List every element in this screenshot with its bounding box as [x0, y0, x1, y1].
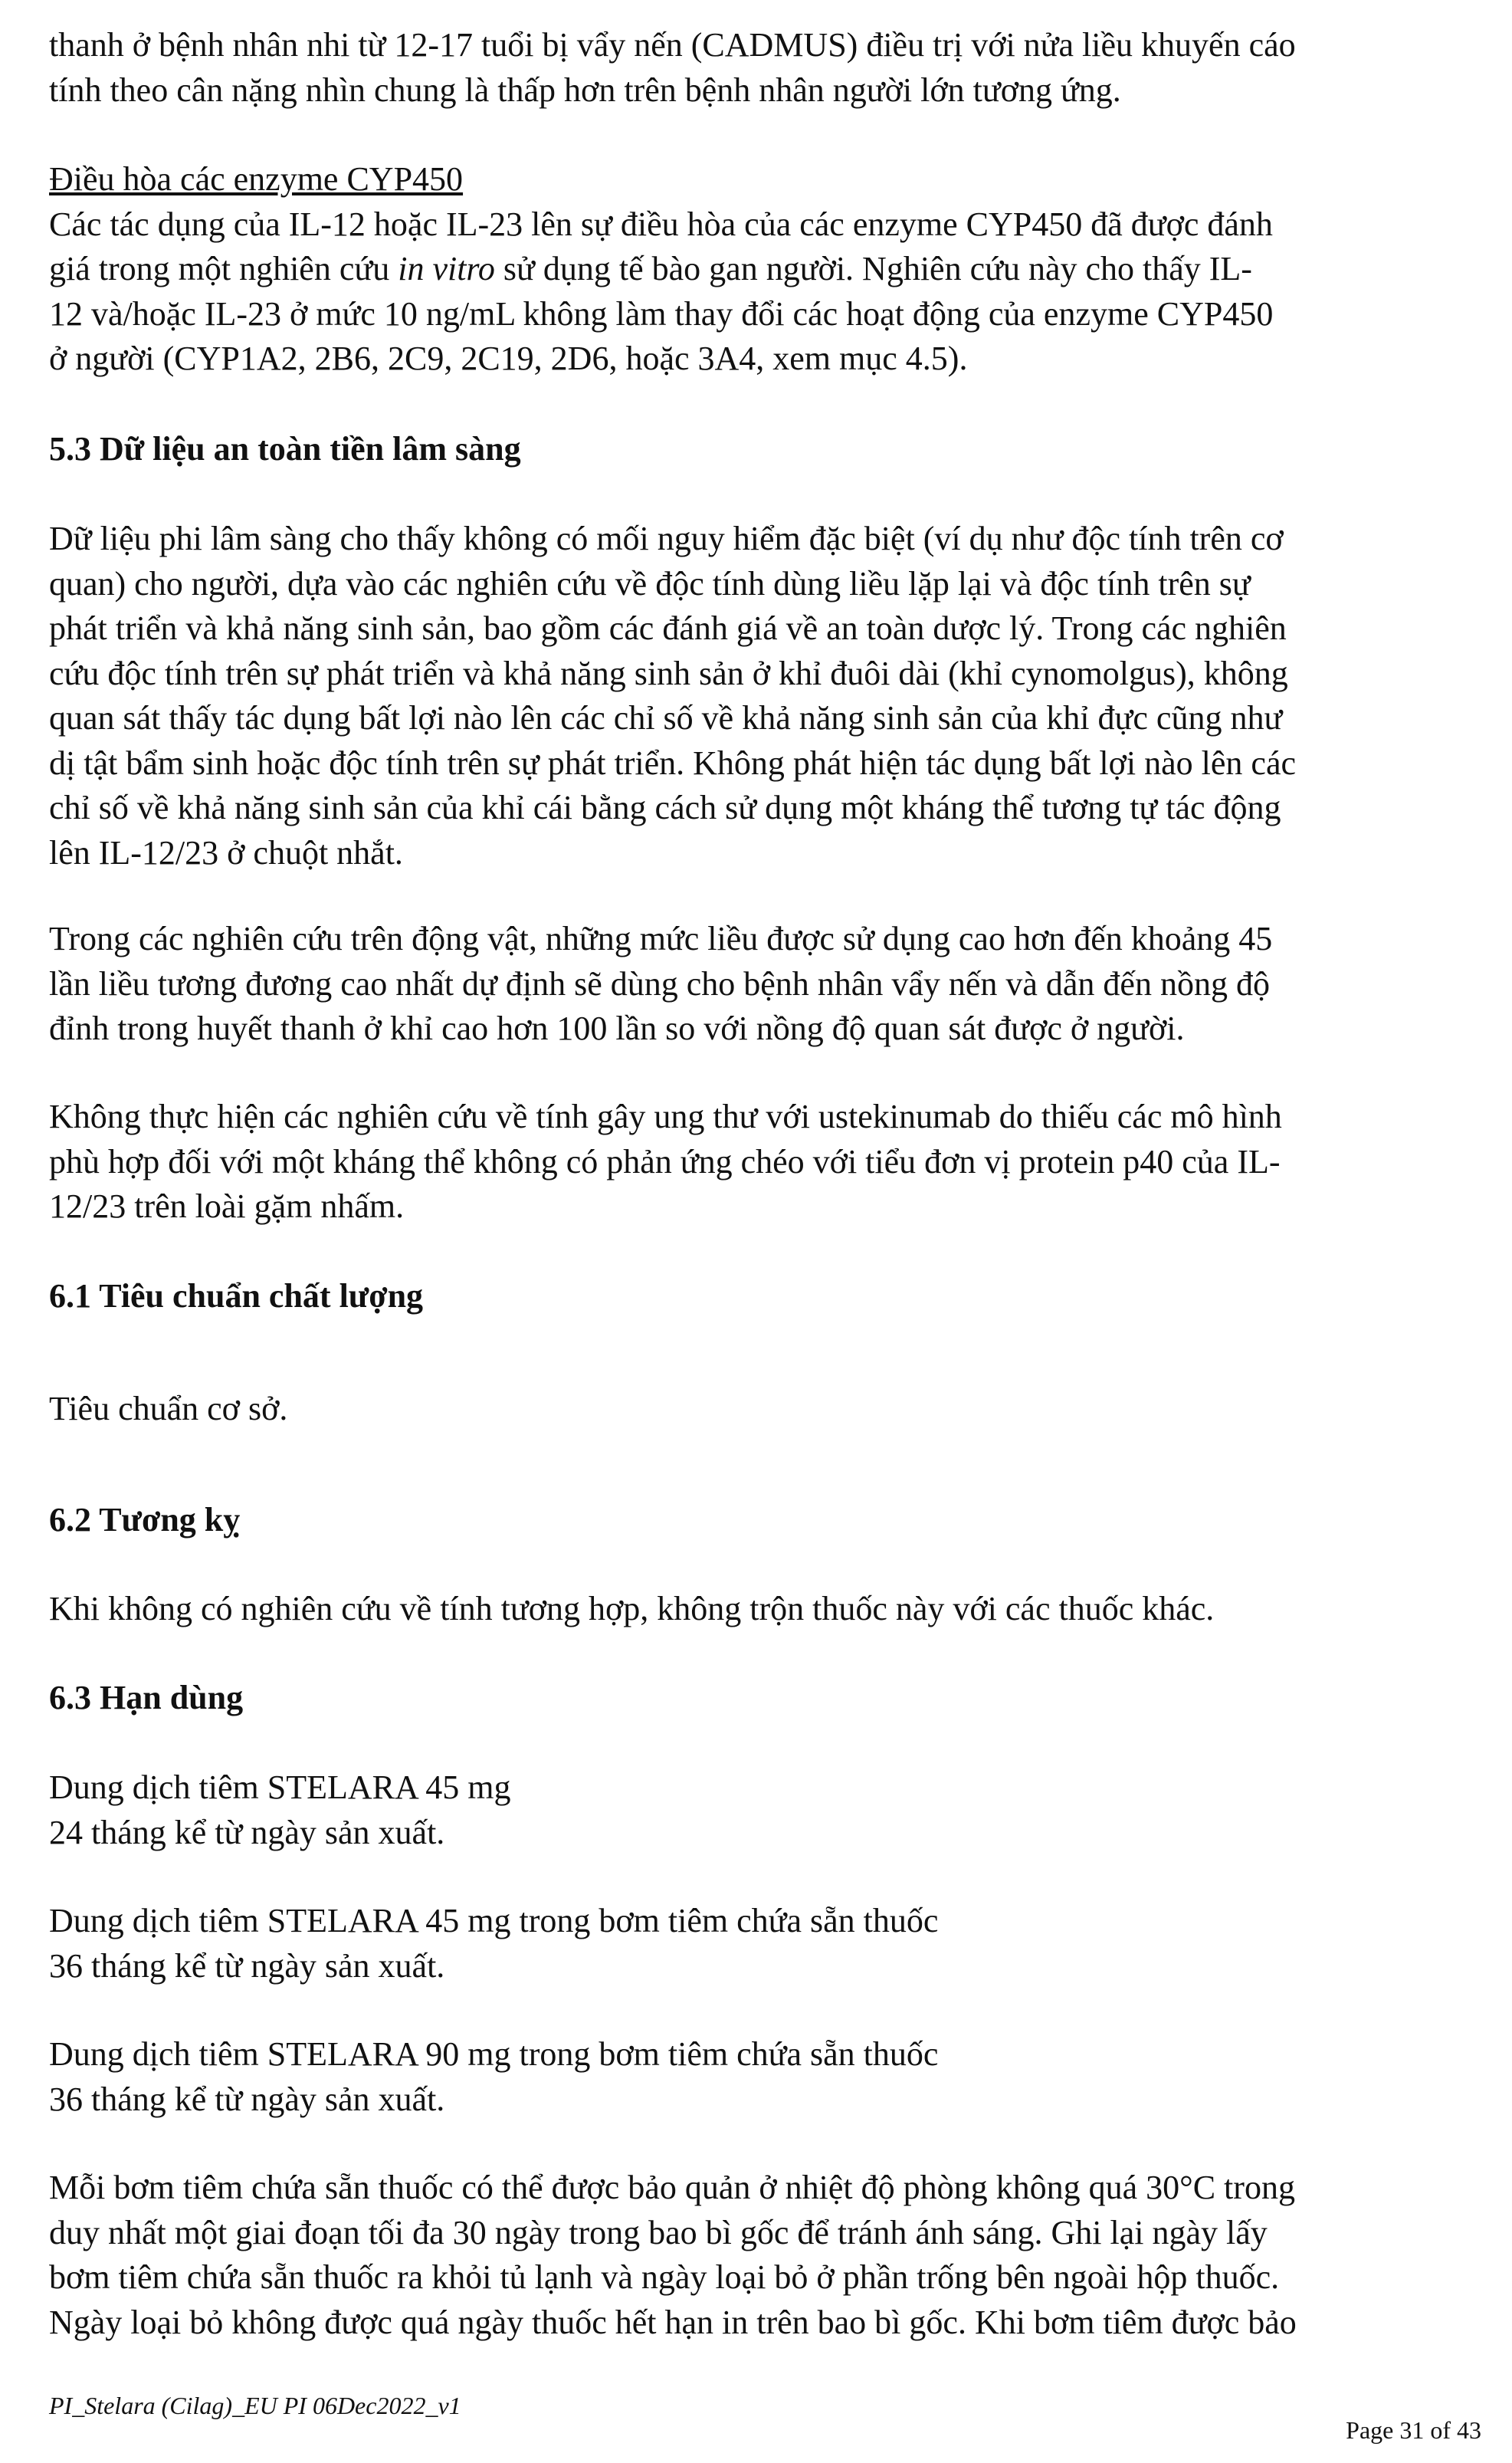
text-line: chỉ số về khả năng sinh sản của khỉ cái bằng cách sử dụng một kháng thể tương tự tác động: [49, 789, 1281, 826]
text-line: Không thực hiện các nghiên cứu về tính gây ung thư với ustekinumab do thiếu các mô hình: [49, 1098, 1282, 1135]
product-name: Dung dịch tiêm STELARA 45 mg: [49, 1768, 511, 1806]
text-line: lên IL-12/23 ở chuột nhắt.: [49, 833, 403, 872]
section-6-2-text: Khi không có nghiên cứu về tính tương hợp, không trộn thuốc này với các thuốc khác.: [49, 1590, 1215, 1627]
section-5-3-heading: 5.3 Dữ liệu an toàn tiền lâm sàng: [49, 430, 521, 468]
footer-doc-id: PI_Stelara (Cilag)_EU PI 06Dec2022_v1: [49, 2392, 461, 2419]
intro-paragraph: [49, 23, 1474, 113]
shelf-life-item: [49, 2032, 1474, 2122]
text-line: bơm tiêm chứa sẵn thuốc ra khỏi tủ lạnh và ngày loại bỏ ở phần trống bên ngoài hộp thuốc.: [49, 2258, 1280, 2296]
section-6-1-text: Tiêu chuẩn cơ sở.: [49, 1390, 288, 1427]
text-line: Mỗi bơm tiêm chứa sẵn thuốc có thể được bảo quản ở nhiệt độ phòng không quá 30°C trong: [49, 2169, 1295, 2206]
text-line: 12 và/hoặc IL-23 ở mức 10 ng/mL không làm thay đổi các hoạt động của enzyme CYP450: [49, 294, 1274, 333]
text-line: duy nhất một giai đoạn tối đa 30 ngày trong bao bì gốc để tránh ánh sáng. Ghi lại ngày lấy: [49, 2213, 1268, 2251]
text-line: ở người (CYP1A2, 2B6, 2C9, 2C19, 2D6, hoặc 3A4, xem mục 4.5).: [49, 340, 968, 377]
product-name: Dung dịch tiêm STELARA 90 mg trong bơm tiêm chứa sẵn thuốc: [49, 2035, 939, 2073]
text-line: giá trong một nghiên cứu in vitro sử dụng tế bào gan người. Nghiên cứu này cho thấy IL-: [49, 250, 1252, 287]
shelf-life-item: [49, 1765, 1474, 1855]
section-6-3-heading: 6.3 Hạn dùng: [49, 1679, 244, 1716]
text-line: Trong các nghiên cứu trên động vật, những mức liều được sử dụng cao hơn đến khoảng 45: [49, 920, 1273, 957]
section-5-3-para1: [49, 517, 1474, 875]
shelf-life: 36 tháng kể từ ngày sản xuất.: [49, 1946, 445, 1985]
product-name: Dung dịch tiêm STELARA 45 mg trong bơm tiêm chứa sẵn thuốc: [49, 1902, 939, 1939]
text-line: đỉnh trong huyết thanh ở khỉ cao hơn 100 lần so với nồng độ quan sát được ở người.: [49, 1010, 1185, 1047]
shelf-life: 24 tháng kể từ ngày sản xuất.: [49, 1813, 445, 1851]
shelf-life: 36 tháng kể từ ngày sản xuất.: [49, 2080, 445, 2118]
text-line: quan sát thấy tác dụng bất lợi nào lên các chỉ số về khả năng sinh sản của khỉ đực cũng như: [49, 699, 1283, 737]
cyp-subtitle: Điều hòa các enzyme CYP450: [49, 160, 464, 198]
text-line: tính theo cân nặng nhìn chung là thấp hơn trên bệnh nhân người lớn tương ứng.: [49, 71, 1121, 109]
text-line: Các tác dụng của IL-12 hoặc IL-23 lên sự điều hòa của các enzyme CYP450 đã được đánh: [49, 205, 1273, 243]
text-line: Dữ liệu phi lâm sàng cho thấy không có mối nguy hiểm đặc biệt (ví dụ như độc tính trên cơ: [49, 520, 1284, 557]
cyp-section: [49, 157, 1474, 382]
text-line: quan) cho người, dựa vào các nghiên cứu về độc tính dùng liều lặp lại và độc tính trên sự: [49, 564, 1251, 603]
section-5-3-para2: [49, 917, 1474, 1052]
section-5-3-para3: [49, 1095, 1474, 1230]
text-line: thanh ở bệnh nhân nhi từ 12-17 tuổi bị vẩy nến (CADMUS) điều trị với nửa liều khuyến cáo: [49, 26, 1296, 64]
shelf-life-item: [49, 1899, 1474, 1988]
text-line: 12/23 trên loài gặm nhấm.: [49, 1187, 405, 1225]
text-line: lần liều tương đương cao nhất dự định sẽ dùng cho bệnh nhân vẩy nến và dẫn đến nồng độ: [49, 964, 1270, 1003]
section-6-2-heading: 6.2 Tương kỵ: [49, 1501, 241, 1539]
text-line: phù hợp đối với một kháng thể không có phản ứng chéo với tiểu đơn vị protein p40 của IL-: [49, 1142, 1281, 1181]
section-6-1-heading: 6.1 Tiêu chuẩn chất lượng: [49, 1277, 424, 1315]
text-line: cứu độc tính trên sự phát triển và khả năng sinh sản ở khỉ đuôi dài (khỉ cynomolgus), không: [49, 654, 1288, 692]
footer-page-number: Page 31 of 43: [1346, 2416, 1481, 2444]
text-line: Ngày loại bỏ không được quá ngày thuốc hết hạn in trên bao bì gốc. Khi bơm tiêm được bảo: [49, 2303, 1297, 2341]
text-line: dị tật bẩm sinh hoặc độc tính trên sự phát triển. Không phát hiện tác dụng bất lợi nào lên các: [49, 744, 1297, 782]
storage-paragraph: [49, 2166, 1474, 2345]
in-vitro-italic: in vitro: [398, 250, 495, 287]
text-line: phát triển và khả năng sinh sản, bao gồm các đánh giá về an toàn dược lý. Trong các nghiên: [49, 609, 1287, 647]
